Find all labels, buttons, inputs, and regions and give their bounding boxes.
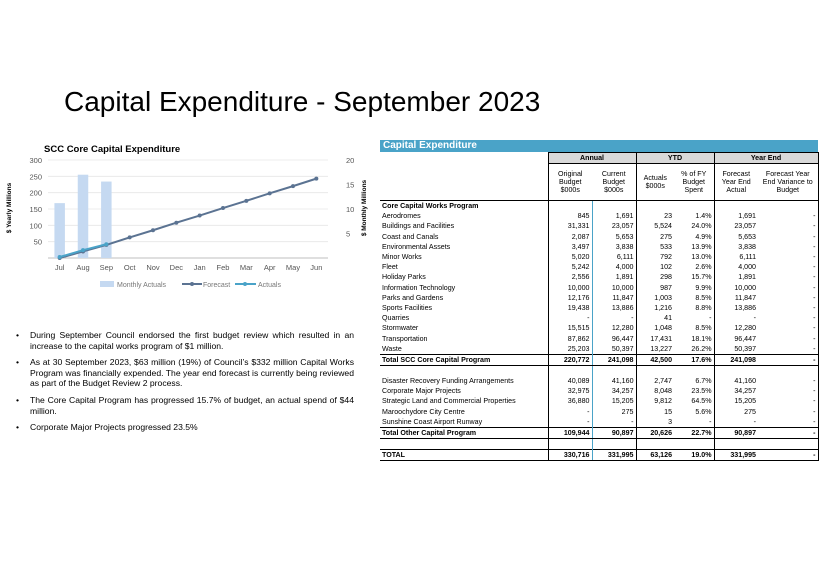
col-pct-spent: % of FY Budget Spent [674,164,714,201]
row-value: - [714,417,758,428]
x-tick-label: Apr [263,263,276,272]
point-actuals [104,242,108,246]
row-value: 13,886 [592,303,636,313]
y-tick-right: 15 [346,180,355,190]
row-value: 109,944 [548,427,592,438]
row-value: 10,000 [592,283,636,293]
x-tick-label: Mar [239,263,253,272]
row-value: 24.0% [691,222,712,231]
x-tick-label: Jul [54,263,65,272]
row-label: Sports Facilities [382,303,433,312]
row-value: 17.6% [674,354,714,365]
row-value: 1,003 [636,293,674,303]
page-title: Capital Expenditure - September 2023 [64,86,541,117]
capex-chart [0,140,370,330]
row-value: - [758,221,818,231]
row-label: Minor Works [382,253,422,262]
row-value: 102 [636,262,674,272]
row-value: - [758,252,818,262]
y-tick-right: 20 [346,156,355,165]
point-forecast [244,199,248,203]
row-value: 4,000 [592,262,636,272]
row-value: 41 [636,313,674,323]
row-value: 20,626 [636,427,674,438]
section-heading: Core Capital Works Program [380,201,548,212]
group-annual: Annual [548,153,636,164]
capex-table [380,152,819,461]
row-value: 19,438 [548,303,592,313]
point-forecast [291,184,295,188]
row-value: 23,057 [714,221,758,231]
table-row [380,417,818,428]
left-axis-label: $ Yearly Millions [6,182,13,234]
row-value: 32,975 [548,386,592,396]
row-value: - [714,313,758,323]
row-value: - [709,417,712,426]
table-row [380,396,818,406]
row-label: Maroochydore City Centre [382,407,465,416]
row-value: 1.4% [695,212,712,221]
row-value: 2,087 [548,232,592,242]
table-row [380,427,818,438]
chart-title: SCC Core Capital Expenditure [44,144,181,155]
row-value: 1,691 [592,211,636,221]
row-value: 15 [636,407,674,417]
x-tick-label: Aug [76,263,90,272]
row-value: - [548,313,592,323]
row-value: 9.9% [695,283,712,292]
row-value: 36,880 [548,396,592,406]
point-forecast [221,206,225,210]
row-value: 26.2% [691,344,712,353]
bullet-item: • The Core Capital Program has progressed 15.7% of budget, an actual spend of $44 million. [16,394,354,416]
row-label: Aerodromes [382,212,421,221]
table-row [380,323,818,333]
row-value: - [758,293,818,303]
row-value: 4,000 [714,262,758,272]
point-actuals [58,255,62,259]
table-row [380,376,818,386]
table-title: Capital Expenditure [380,140,818,152]
row-value: 3,838 [714,242,758,252]
row-value: - [548,407,592,417]
row-value: 63,126 [636,450,674,461]
col-forecast-variance: Forecast Year End Variance to Budget [758,164,818,201]
row-value: 64.5% [691,397,712,406]
row-value: 18.1% [691,334,712,343]
point-forecast [174,221,178,225]
row-value: 9,812 [636,396,674,406]
table-row [380,293,818,303]
table-row [380,313,818,323]
row-value: 10,000 [714,283,758,293]
col-current-budget: Current Budget $000s [592,164,636,201]
row-value: 15,515 [548,323,592,333]
row-value: 41,160 [592,376,636,386]
row-label: Total Other Capital Program [380,427,548,438]
row-label: Environmental Assets [382,242,451,251]
row-value: - [548,417,592,428]
row-value: 5,524 [636,221,674,231]
row-value: 298 [636,272,674,282]
row-label: Buildings and Facilities [382,222,455,231]
legend-label-forecast: Forecast [203,282,231,289]
row-value: 15,205 [592,396,636,406]
point-forecast [128,235,132,239]
row-value: - [758,211,818,221]
row-value: 8,048 [636,386,674,396]
x-tick-label: Jan [193,263,206,272]
x-tick-label: Feb [216,263,230,272]
point-forecast [151,228,155,232]
x-tick-label: Nov [146,263,160,272]
table-row [380,272,818,282]
row-value: - [758,232,818,242]
row-value: - [758,417,818,428]
table-row [380,344,818,355]
row-value: 3,838 [592,242,636,252]
row-value: - [758,396,818,406]
chart-legend [100,281,281,289]
row-value: 15,205 [714,396,758,406]
row-label: Waste [382,344,402,353]
row-value: 19.0% [674,450,714,461]
legend-label-actuals: Actuals [258,282,281,289]
table-row [380,333,818,343]
row-value: 330,716 [548,450,592,461]
row-value: 13.0% [691,253,712,262]
row-label: TOTAL [380,450,548,461]
point-forecast [314,177,318,181]
row-value: 31,331 [548,221,592,231]
row-value: 12,280 [592,323,636,333]
row-label: Transportation [382,334,428,343]
row-value: - [758,323,818,333]
table-row [380,354,818,365]
row-value: 6.7% [695,377,712,386]
table-row [380,283,818,293]
row-label: Information Technology [382,283,456,292]
row-value: 50,397 [592,344,636,355]
col-original-budget: Original Budget $000s [548,164,592,201]
row-value: 10,000 [548,283,592,293]
row-value: 22.7% [674,427,714,438]
row-value: 845 [548,211,592,221]
table-row [380,232,818,242]
row-label: Parks and Gardens [382,293,444,302]
x-tick-label: May [285,263,301,272]
row-value: 8.5% [695,293,712,302]
row-value: 4.9% [695,232,712,241]
row-value: - [758,283,818,293]
row-value: - [758,272,818,282]
y-tick-left: 300 [29,156,42,165]
row-value: - [758,354,818,365]
row-value: 331,995 [714,450,758,461]
row-value: 2,556 [548,272,592,282]
table-row [380,211,818,221]
row-value: - [758,407,818,417]
row-label: Quarries [382,314,410,323]
bullet-item: • As at 30 September 2023, $63 million (19%) of Council’s $332 million Capital Works Program was financially expended. The year end forecast is currently being reviewed as part of the Budget Review 2 process. [16,357,354,389]
group-year-end: Year End [714,153,818,164]
y-tick-left: 250 [29,172,42,182]
row-value: - [758,427,818,438]
row-label: Strategic Land and Commercial Properties [382,397,516,406]
row-value: 6,111 [714,252,758,262]
summary-bullets [14,330,354,439]
row-value: - [758,262,818,272]
table-row [380,252,818,262]
row-value: 25,203 [548,344,592,355]
row-value: 2.6% [695,263,712,272]
row-value: - [758,376,818,386]
bar-monthly-actuals [78,175,89,258]
row-value: 792 [636,252,674,262]
row-value: 241,098 [714,354,758,365]
row-value: 12,280 [714,323,758,333]
point-forecast [268,191,272,195]
row-value: 41,160 [714,376,758,386]
row-value: - [758,450,818,461]
legend-swatch-monthly-actuals [100,281,114,287]
row-value: 34,257 [592,386,636,396]
row-label: Fleet [382,263,398,272]
group-ytd: YTD [636,153,714,164]
row-label: Disaster Recovery Funding Arrangements [382,377,514,386]
row-value: 5,653 [592,232,636,242]
x-tick-label: Oct [123,263,136,272]
row-value: 8.8% [695,303,712,312]
row-value: 1,691 [714,211,758,221]
y-tick-left: 150 [29,205,42,214]
row-value: 1,048 [636,323,674,333]
row-value: 1,891 [714,272,758,282]
row-value: - [758,242,818,252]
x-tick-label: Jun [310,263,323,272]
row-value: 275 [592,407,636,417]
row-value: - [592,417,636,428]
row-value: 3,497 [548,242,592,252]
row-value: 1,891 [592,272,636,282]
row-value: 96,447 [592,333,636,343]
legend-marker-forecast [190,282,194,286]
table-row [380,386,818,396]
row-value: 275 [636,232,674,242]
x-tick-label: Dec [169,263,184,272]
row-value: 13.9% [691,242,712,251]
row-value: - [709,314,712,323]
bullet-item: • Corporate Major Projects progressed 23.5% [16,422,198,433]
row-label: Stormwater [382,324,419,333]
row-value: 40,089 [548,376,592,386]
row-value: 5,653 [714,232,758,242]
y-tick-left: 50 [33,237,42,247]
y-tick-left: 100 [29,221,42,231]
row-value: 241,098 [592,354,636,365]
row-value: 2,747 [636,376,674,386]
row-value: - [758,344,818,355]
point-actuals [81,248,85,252]
row-value: 42,500 [636,354,674,365]
row-value: 275 [714,407,758,417]
row-label: Total SCC Core Capital Program [380,354,548,365]
y-tick-left: 200 [29,188,42,198]
row-value: 50,397 [714,344,758,355]
row-value: 13,227 [636,344,674,355]
row-value: 331,995 [592,450,636,461]
row-label: Coast and Canals [382,232,439,241]
row-value: - [758,303,818,313]
row-value: 3 [636,417,674,428]
row-label: Sunshine Coast Airport Runway [382,417,483,426]
bullet-item: • During September Council endorsed the first budget review which resulted in an increase to the capital works program of $1 million. [16,330,354,351]
y-tick-right: 10 [346,205,355,214]
row-value: 5,242 [548,262,592,272]
row-value: 17,431 [636,333,674,343]
bar-monthly-actuals [54,203,65,258]
legend-label-monthly-actuals: Monthly Actuals [117,282,167,289]
capex-table-container [380,140,818,461]
row-value: 90,897 [592,427,636,438]
row-value: 220,772 [548,354,592,365]
row-value: - [758,313,818,323]
table-row [380,450,818,461]
table-row [380,262,818,272]
point-forecast [198,214,202,218]
row-value: 11,847 [714,293,758,303]
col-forecast-actual: Forecast Year End Actual [714,164,758,201]
row-value: 11,847 [592,293,636,303]
row-value: 6,111 [592,252,636,262]
table-row [380,221,818,231]
row-value: 1,216 [636,303,674,313]
row-value: - [758,386,818,396]
row-value: 23,057 [592,221,636,231]
row-value: 23 [636,211,674,221]
table-row [380,407,818,417]
row-value: 96,447 [714,333,758,343]
row-value: 12,176 [548,293,592,303]
row-label: Corporate Major Projects [382,387,461,396]
row-value: 5,020 [548,252,592,262]
row-value: 34,257 [714,386,758,396]
row-value: - [758,333,818,343]
row-value: 87,862 [548,333,592,343]
col-actuals: Actuals $000s [636,164,674,201]
row-value: 987 [636,283,674,293]
row-value: 23.5% [691,387,712,396]
row-label: Holiday Parks [382,273,426,282]
legend-marker-actuals [243,282,247,286]
row-value: 13,886 [714,303,758,313]
table-row [380,303,818,313]
row-value: 8.5% [695,324,712,333]
right-axis-label: $ Monthly Millions [361,179,368,237]
row-value: 15.7% [691,273,712,282]
x-tick-label: Sep [99,263,114,272]
row-value: - [592,313,636,323]
row-value: 5.6% [695,407,712,416]
section-heading-row [380,201,818,212]
row-value: 533 [636,242,674,252]
table-row [380,242,818,252]
row-value: 90,897 [714,427,758,438]
y-tick-right: 5 [346,229,351,239]
